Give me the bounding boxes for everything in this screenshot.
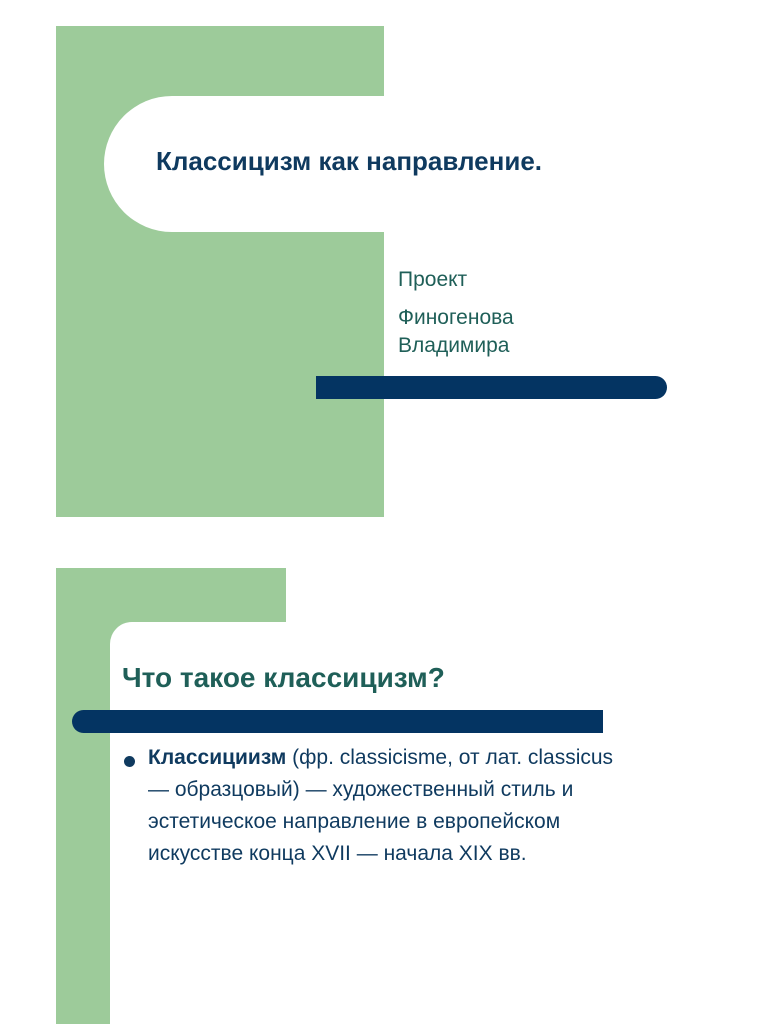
bullet-paragraph bbox=[148, 742, 628, 870]
subtitle-line-project: Проект bbox=[398, 268, 468, 291]
presentation-title: Классицизм как направление. bbox=[156, 146, 543, 176]
bullet-icon bbox=[124, 756, 135, 767]
project-author-subtitle bbox=[398, 266, 658, 360]
subtitle-line-surname: Финогенова bbox=[398, 306, 514, 329]
subtitle-line-name: Владимира bbox=[398, 334, 510, 357]
slide-title: Что такое классицизм? bbox=[122, 662, 445, 693]
bullet-definition: (фр. classicisme, от лат. classicus — образцовый) — художественный стиль и эстетическое направление в европейском искусстве конца XVII — начала XIX вв. bbox=[148, 746, 614, 865]
navy-accent-bar bbox=[316, 376, 667, 399]
navy-accent-bar bbox=[72, 710, 603, 733]
bullet-term: Классициизм bbox=[148, 746, 287, 769]
content-slide bbox=[0, 540, 768, 1024]
